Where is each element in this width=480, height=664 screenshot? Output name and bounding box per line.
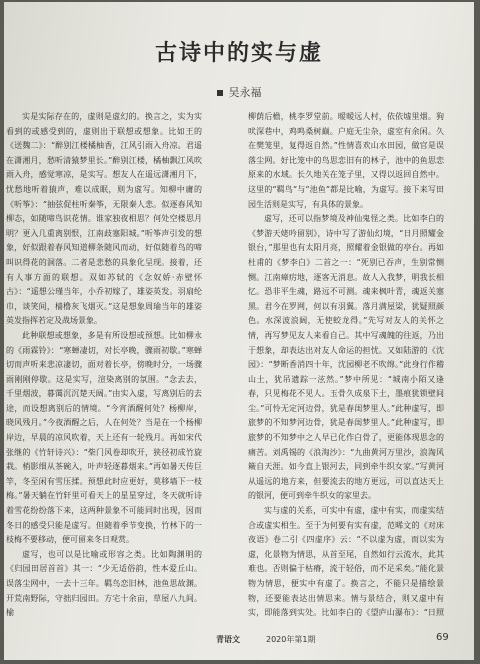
paragraph: 柳荫后檐，桃李罗堂前。暧暧远人村，依依墟里烟。狗吠深巷中，鸡鸣桑树巅。户庭无尘杂，虚室有余闲。久在樊笼里，复得返自然。”性情喜欢山水田园，做官是误落尘网。好比笼中的鸟思恋旧有的林子，池中的鱼思恋原来的水域。长久地关在笼子里，又得以返回自然中。这里的“羁鸟”与“池鱼”都是比喻，为虚写。接下来写田园生活则是实写，有具体的景象。	[248, 112, 444, 209]
page-footer	[4, 634, 474, 648]
paragraph: 实与虚的关系，可实中有虚，虚中有实，而虚实结合或虚实相生。至于为何要有实有虚，范晞文的《对床夜语》卷二引《四虚序》云：“不以虚为虚，而以实为虚，化景物为情思，从首至尾，自然如行云流水，此其难也。否则偏于枯瘠，流于轻俗，而不足采矣。”能化景物为情思，便实中有虚了。换言之，不能只是描绘景物，还要能表达出情思来。情与景结合，则又虚中有实，即能落到实处。比如李白的《望庐山瀑布》：“日照	[248, 506, 444, 618]
author-bullet-icon	[217, 90, 223, 96]
paragraph: 实是实际存在的，虚则是虚幻的。换言之，实为实看到的或感受到的，虚则出于联想或想象。比如王的《送魏二》：“醉别江楼橘柚香，江风引雨入舟凉。君遥在潇湘月，愁听清猿梦里长。”醉别江楼，橘柚飘江风吹雨入舟，感觉寒凉，是实写。想友人在遥远潇湘月下，忧愁地听着猿声，难以成眠，则为虚写。知柳中庸的《听筝》：“抽弦促柱听秦筝，无限秦人悲。似逐春风知柳态，如随啼鸟识花情。谁家独夜相思？何处空楼思月明？更入几重离别恨，江南歧塞阳城。”听筝声引发的想象，好似跟着春风知道柳条随风而动，好似随着鸟的啼叫识得花的洞落。二者是悲愁的具象化呈现。接着，还有人事方面的联想。双如苏轼的《念奴娇·赤壁怀古》：“遥想公瑾当年，小乔初嫁了，雄姿英发。羽扇纶巾，谈笑间，樯橹灰飞烟灭。”这是想象周瑜当年的雄姿英发指挥若定及战场景象。	[6, 112, 202, 326]
paragraph: 虚写，也可以是比喻或形容之类。比如陶渊明的《归园田居首首》其一：“少无适俗韵，性本爱丘山。误落尘网中，一去十三年。羁鸟恋旧林，池鱼思故渊。开荒南野际，守拙归园田。方宅十余亩，草屋八九间。榆	[6, 549, 202, 618]
issue-label: 2020年第1期	[266, 635, 316, 644]
author-name: 吴永福	[228, 86, 262, 99]
journal-name: 青语文	[216, 635, 240, 644]
magazine-page	[4, 2, 474, 660]
right-column	[248, 110, 444, 620]
page-number: 69	[436, 632, 449, 643]
paragraph: 虚写，还可以指梦境及神仙鬼怪之类。比如李白的《梦游天姥吟留别》，诗中写了游仙幻境，“日月照耀金银台，”那里也有太阳月亮，照耀着金银做的亭台。再如杜甫的《梦李白》二首之一：“死别已吞声，生别常恻恻。江南瘴疠地，逐客无消息。故人入我梦，明我长相忆。恐非平生魂，路远不可测。魂来枫叶青，魂返关塞黑。君今在罗网，何以有羽翼。落月满屋梁，犹疑照颜色。水深波浪阔，无使蛟龙得。”先写对友人的关怀之情，再写梦见友人来看自己。其中写魂魄的往返，乃出于想象，却表达出对友人命运的担忧。又如陆游的《沈园》：“梦断香消四十年，沈园柳老不吹绵。”此身行作稽山土，犹吊遗踪一泫然。”梦中所见：“城南小陌又逢春，只见梅花不见人。玉骨久成泉下土，墨痕犹锁壁间尘。”可怜无定河边骨，犹是春闺梦里人。”此种虚写，即旅梦的不知梦河边骨，犹是春闺梦里人。”此种虚写，即旅梦的不知梦中之人早已化作白骨了，更能体现思念的痛苦。刘禹锡的《浪淘沙》：“九曲黄河万里沙，浪淘风簸自天涯。如今直上银河去，同到牵牛织女家。”写黄河从遥远的地方来，但要流去的地方更远，可以直达天上的银河，便可到牵牛织女的家里去。	[248, 214, 444, 501]
article-title: 古诗中的实与虚	[154, 41, 323, 66]
left-column	[6, 110, 202, 620]
author-line	[4, 84, 474, 100]
paragraph: 此种联想或想象，多是有所设想或预想。比如柳永的《雨霖铃》：“寒蝉凄切，对长亭晚，骤雨初歇。”寒蝉切而声听来悲凉凄切，面对着长亭，傍晚时分，一场骤雨刚刚停歇。这是实写，渲染离别的氛围。“念去去，千里烟波，暮霭沉沉楚天阔。”由实入虚，写离别后的去途，而设想离别后的情境。“今宵酒醒何处？杨柳岸，晓风残月。”今夜酒醒之后，人在何处？当是在一个杨柳岸边，早晨的凉风吹着，天上还有一轮残月。再如宋代张继的《竹轩诗兴》：“柴门风卷却吹开，狭径初成竹旋栽。梢影细从茶碗入，叶声轻逐暮烟来。”再如暑天传巨竿，冬至闲有雪压揉。预想此时应更好，莫移墙下一枝梅。”暑天躺在竹轩里可看天上的星星穿过，冬天就听诗着雪花纷纷落下来，这两种景象不可能同时出现，因而冬日的感受只能是虚写。但随着季节变换，竹林下的一枝梅不要移动，便可留来冬日观赏。	[6, 330, 202, 545]
